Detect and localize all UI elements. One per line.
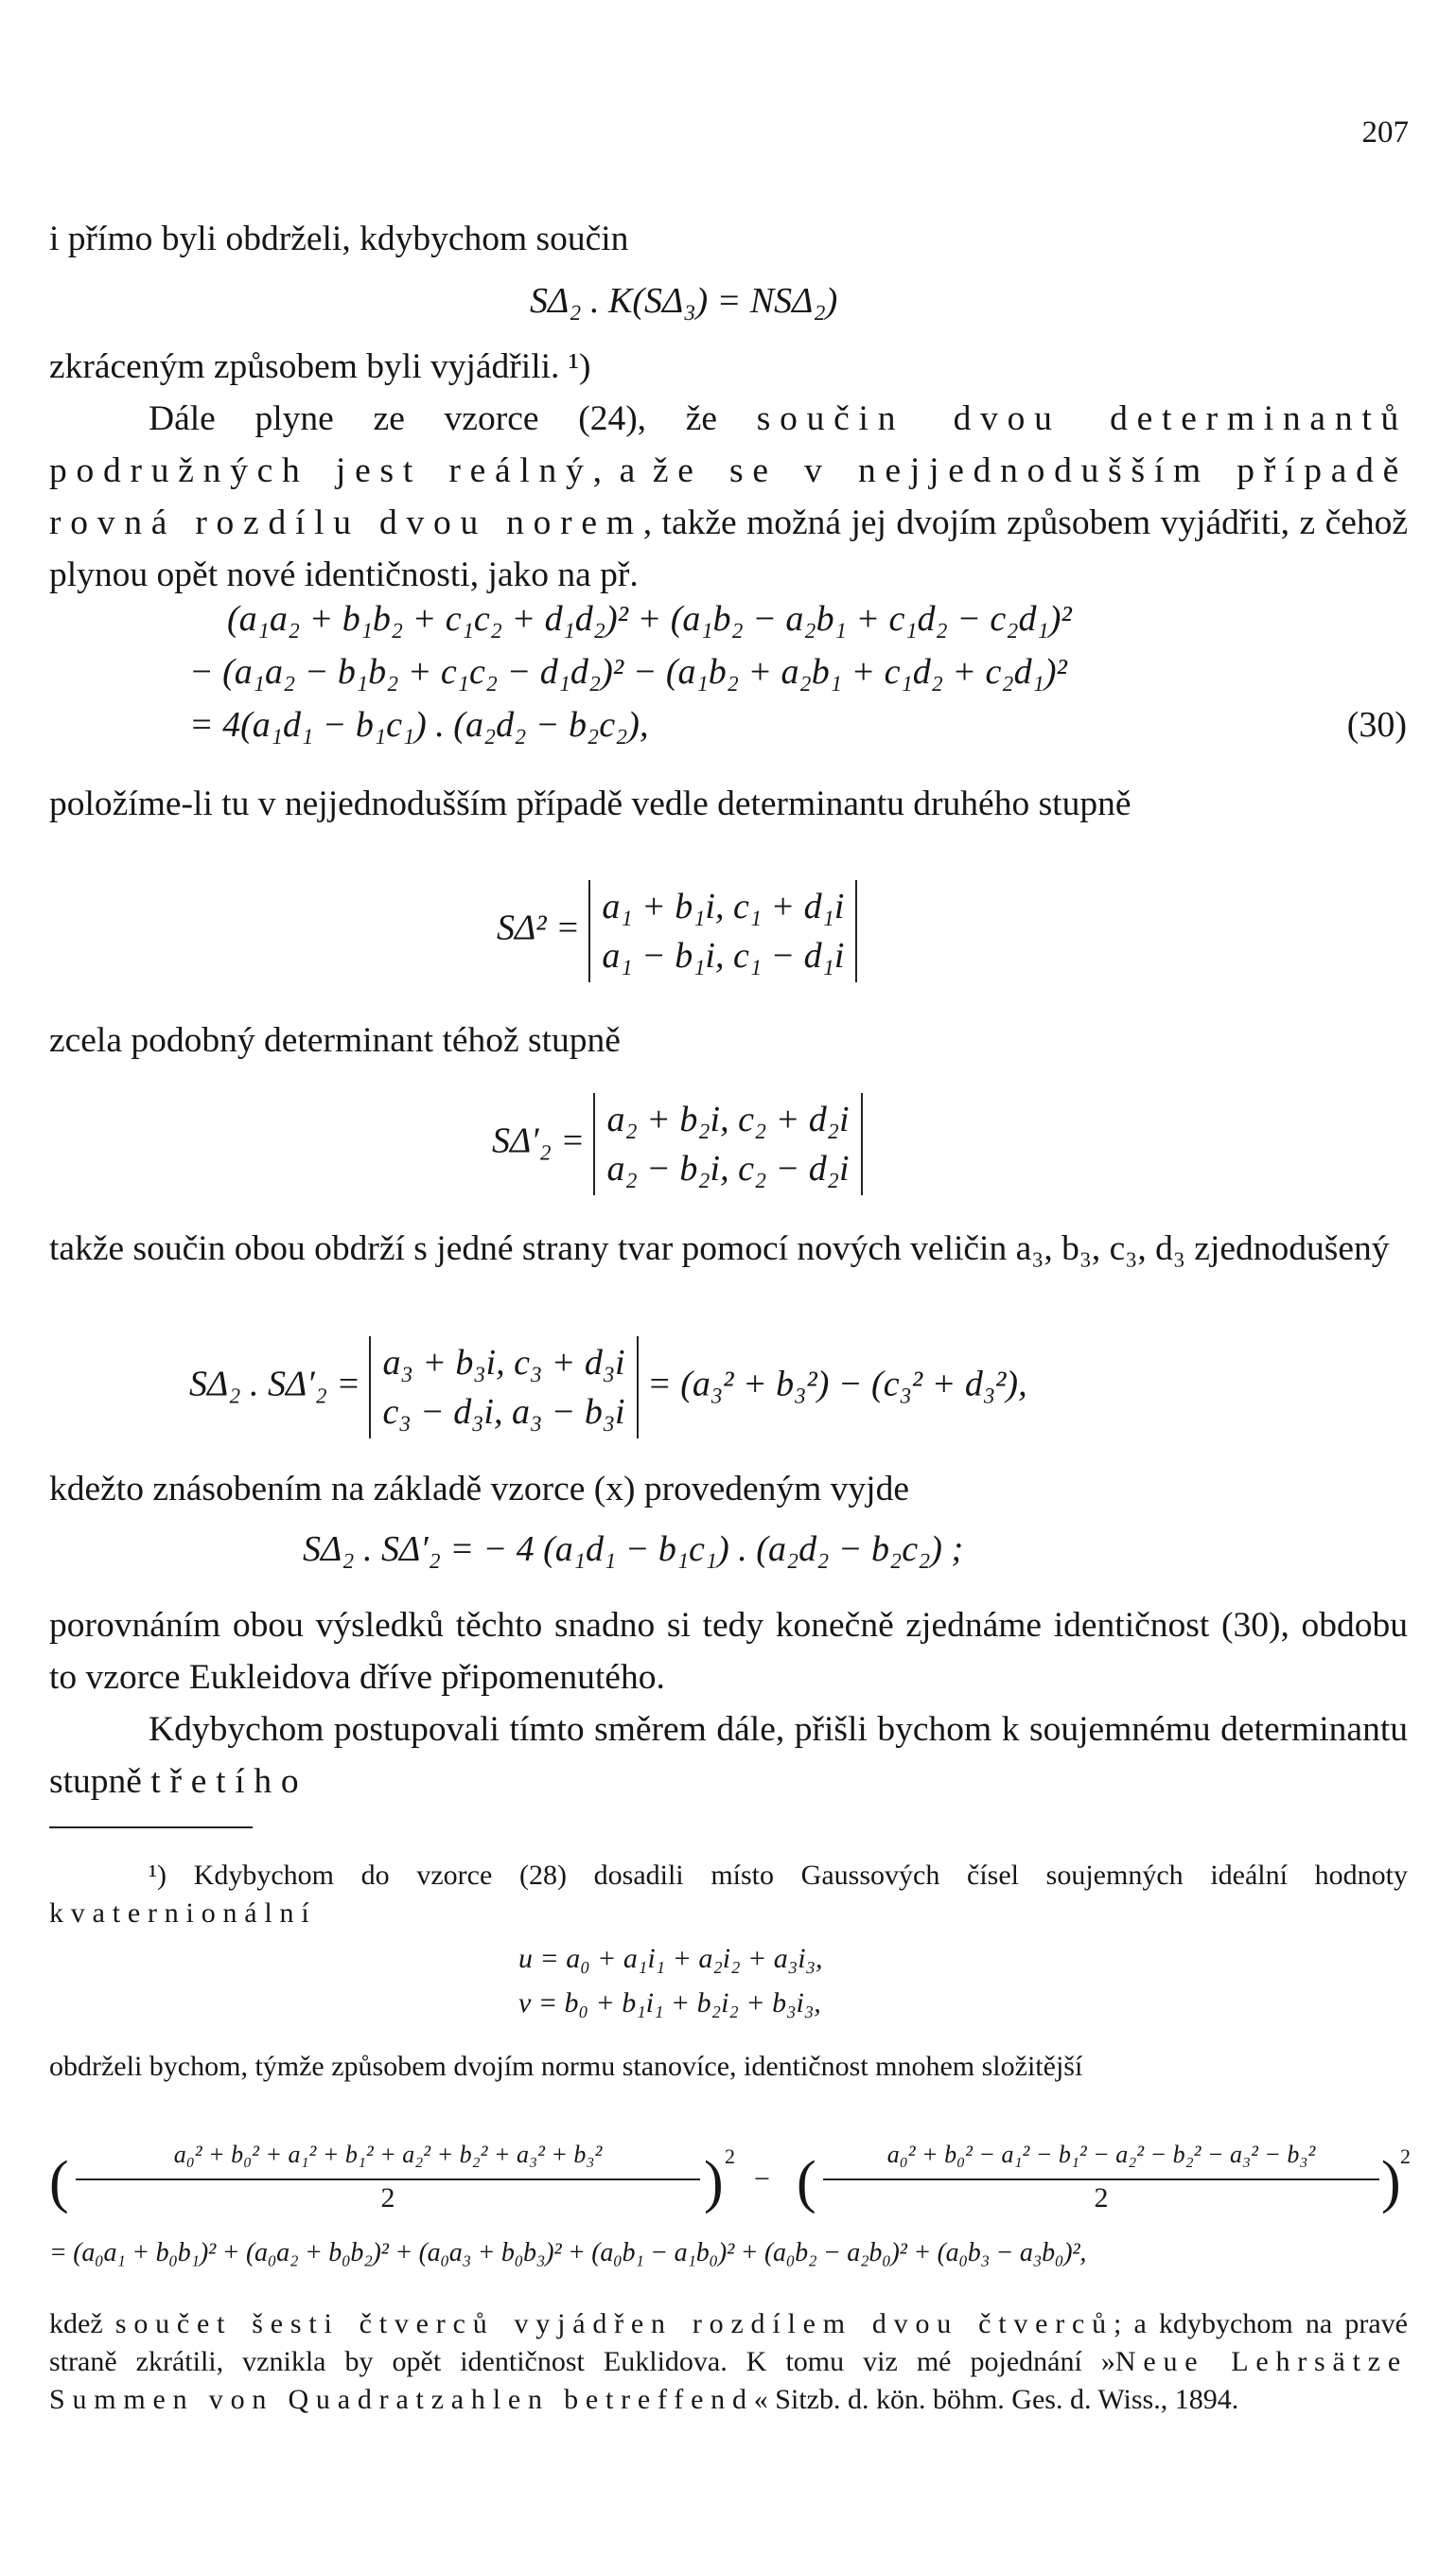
determinant-matrix (369, 1336, 638, 1438)
paren-close: ) (1381, 2150, 1401, 2214)
text-run: Kdybychom postupovali tímto směrem dále, přišli bychom k soujemnému determinantu stupně (49, 1710, 1408, 1801)
footnote-big-identity-line-2: = (a₀a₁ + b₀b₁)² + (a₀a₂ + b₀b₂)² + (a₀a₃ + b₀b₃)² + (a₀b₁ − a₁b₀)² + (a₀b₂ − a₂b₀)² + (a₀b₃ − a₃b₀)², (49, 2238, 1087, 2267)
determinant-row: c₃ − d₃i, a₃ − b₃i (382, 1392, 625, 1432)
paragraph-intro-line: i přímo byli obdrželi, kdybychom součin (49, 220, 629, 258)
equation-kdezto: SΔ₂ . SΔ′₂ = − 4 (a₁d₁ − b₁c₁) . (a₂d₂ − b₂c₂) ; (303, 1529, 964, 1569)
paren-close: ) (704, 2150, 724, 2214)
exponent-2: 2 (725, 2144, 735, 2168)
emphasis-run: že se v nejjednodušším případě rovná rozdílu dvou norem (49, 451, 1408, 542)
fraction-denominator: 2 (1094, 2182, 1109, 2213)
equation-sd-product: SΔ₂ . K(SΔ₃) = NSΔ₂) (530, 281, 838, 321)
footnote-paragraph (49, 1857, 1408, 1932)
text-block-takze (49, 1223, 1408, 1275)
text-run: ; a kdybychom na pravé straně zkrátili, vznikla by opět identičnost Euklidova. K tomu viz mé pojednání » (49, 2308, 1408, 2377)
fraction-numerator: a₀² + b₀² + a₁² + b₁² + a₂² + b₂² + a₃² + b₃² (173, 2141, 603, 2168)
text-run: Dále plyne ze vzorce (24), že (149, 399, 757, 438)
minus-sign: − (754, 2163, 770, 2195)
determinant-rhs: = (a₃² + b₃²) − (c₃² + d₃²), (647, 1364, 1027, 1404)
determinant-matrix (593, 1093, 862, 1195)
emphasis-run: součet šesti čtverců vyjádřen rozdílem dvou čtverců (114, 2308, 1114, 2339)
determinant-row: a₂ + b₂i, c₂ + d₂i (606, 1100, 850, 1139)
emphasis-run: třetího (150, 1762, 308, 1801)
footnote-final (49, 2305, 1408, 2419)
determinant-matrix (588, 880, 857, 982)
text-run: , takže možná jej dvojím způsobem vyjádřiti, z čehož plynou opět nové identičnosti, jako na př. (49, 503, 1408, 594)
equation-30-line-1: (a₁a₂ + b₁b₂ + c₁c₂ + d₁d₂)² + (a₁b₂ − a₂b₁ + c₁d₂ − c₂d₁)² (227, 599, 1072, 639)
text-block-porovnanim (49, 1599, 1408, 1808)
paragraph-polozime: položíme-li tu v nejjednodušším případě vedle determinantu druhého stupně (49, 785, 1131, 823)
emphasis-run: součin dvou determinantů podružných jest reálný (49, 399, 1408, 490)
paragraph-dale (49, 393, 1408, 601)
determinant-product (189, 1336, 1027, 1438)
equation-30-line-2: − (a₁a₂ − b₁b₂ + c₁c₂ − d₁d₂)² − (a₁b₂ + a₂b₁ + c₁d₂ + c₂d₁)² (189, 652, 1067, 692)
page-number: 207 (1361, 115, 1409, 150)
footnote-divider (49, 1826, 253, 1828)
text-run: « Sitzb. d. kön. böhm. Ges. d. Wiss., 1894. (753, 2384, 1239, 2415)
determinant-row: a₃ + b₃i, c₃ + d₃i (382, 1343, 625, 1383)
fraction-bar (76, 2178, 700, 2180)
paragraph-zkracenym: zkráceným způsobem byli vyjádřili. ¹) (49, 347, 591, 386)
emphasis-run: Neue Lehrsätze Summen von Quadratzahlen betreffend (49, 2346, 1408, 2415)
footnote-equation-v: v = b₀ + b₁i₁ + b₂i₂ + b₃i₃, (518, 1987, 821, 2019)
determinant-lhs: SΔ₂ . SΔ′₂ = (189, 1364, 360, 1404)
fraction-denominator: 2 (380, 2182, 395, 2213)
footnote-paragraph (49, 2305, 1408, 2419)
text-run: kdež (49, 2308, 115, 2339)
footnote-big-identity (49, 2141, 1411, 2216)
text-block-kdezto (49, 1463, 1408, 1515)
footnote-text-2 (49, 2048, 1408, 2086)
text-run: , a (592, 451, 653, 490)
emphasis-run: kvaternionální (49, 1897, 317, 1929)
fraction-numerator: a₀² + b₀² − a₁² − b₁² − a₂² − b₂² − a₃² − b₃² (886, 2141, 1316, 2168)
paragraph-porovnanim: porovnáním obou výsledků těchto snadno si tedy konečně zjednáme identičnost (30), obdobu to vzorce Eukleidova dříve připomenutého. (49, 1606, 1408, 1697)
paragraph-kdezto: kdežto znásobením na základě vzorce (x) provedeným vyjde (49, 1470, 909, 1508)
paren-open: ( (797, 2150, 816, 2214)
fraction-bar (823, 2178, 1379, 2180)
determinant-lhs: SΔ² = (497, 908, 580, 948)
text-block-polozime (49, 778, 1408, 830)
text-block-dale (49, 341, 1408, 601)
footnote-equation-u: u = a₀ + a₁i₁ + a₂i₂ + a₃i₃, (518, 1943, 823, 1974)
exponent-2: 2 (1400, 2144, 1411, 2168)
text-block-zcela (49, 1014, 1408, 1067)
text-run: ¹) Kdybychom do vzorce (28) dosadili místo Gaussových čísel soujemných ideální hodnoty (149, 1860, 1408, 1891)
equation-30-line-3: = 4(a₁d₁ − b₁c₁) . (a₂d₂ − b₂c₂), (189, 705, 649, 745)
footnote-paragraph: obdrželi bychom, týmže způsobem dvojím normu stanovíce, identičnost mnohem složitější (49, 2051, 1083, 2082)
paren-open: ( (49, 2150, 69, 2214)
determinant-sd2 (497, 880, 857, 982)
paragraph-takze: takže součin obou obdrží s jedné strany tvar pomocí nových veličin a₃, b₃, c₃, d₃ zjednodušený (49, 1229, 1390, 1268)
determinant-row: a₁ − b₁i, c₁ − d₁i (602, 936, 845, 976)
determinant-row: a₁ + b₁i, c₁ + d₁i (602, 887, 845, 926)
equation-number-30: (30) (1346, 705, 1407, 745)
determinant-sd2-prime (492, 1093, 863, 1195)
footnote-intro (49, 1857, 1408, 1932)
determinant-row: a₂ − b₂i, c₂ − d₂i (606, 1149, 850, 1189)
paragraph-kdybychom (49, 1703, 1408, 1808)
paragraph-zcela: zcela podobný determinant téhož stupně (49, 1021, 621, 1060)
text-block-intro (49, 213, 1408, 265)
determinant-lhs: SΔ′₂ = (492, 1120, 585, 1161)
